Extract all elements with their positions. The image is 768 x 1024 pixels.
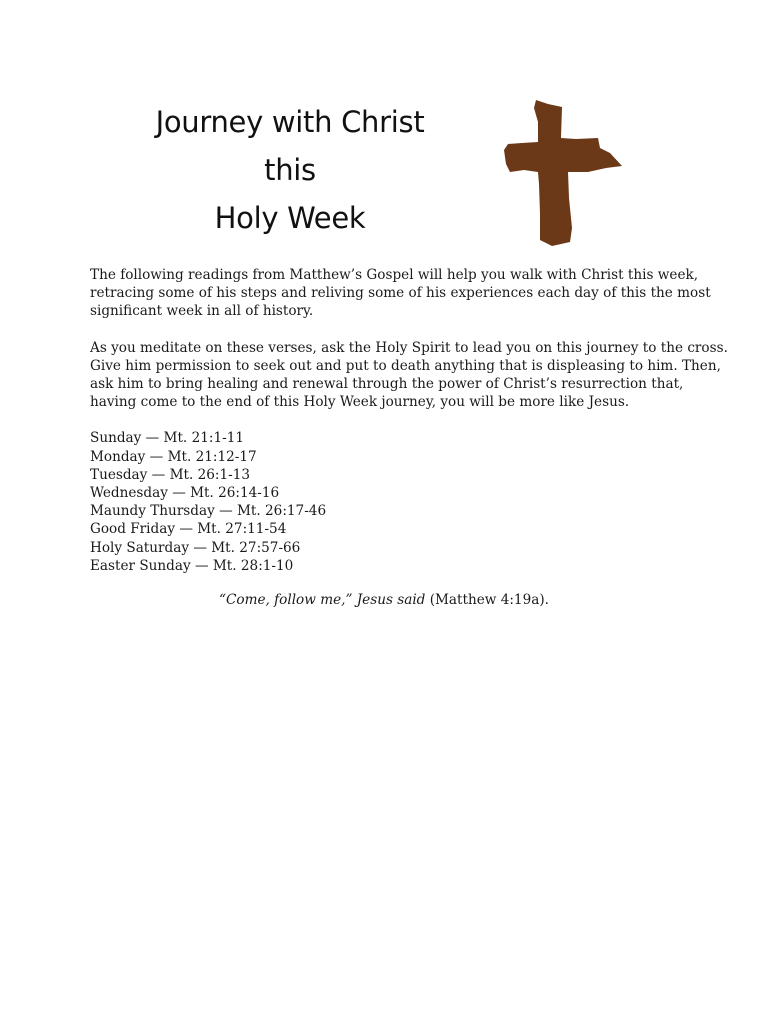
meditation-line: ask him to bring healing and renewal through the power of Christ’s resurrection that, — [90, 376, 684, 393]
reading-item-sunday: Sunday — Mt. 21:1-11 — [90, 430, 244, 447]
body-text — [90, 266, 728, 575]
meditation-line: As you meditate on these verses, ask the Holy Spirit to lead you on this journey to the cross. — [90, 339, 728, 356]
intro-line: significant week in all of history. — [90, 303, 314, 320]
meditation-paragraph — [90, 339, 728, 412]
quote-text: “Come, follow me,” Jesus said — [219, 592, 426, 608]
meditation-line: Give him permission to seek out and put to death anything that is displeasing to him. Then, — [90, 357, 721, 374]
reading-item-tuesday: Tuesday — Mt. 26:1-13 — [90, 466, 251, 483]
quote-reference: (Matthew 4:19a). — [425, 592, 549, 608]
title-line-1: Journey with Christ — [155, 105, 425, 139]
reading-item-holy-saturday: Holy Saturday — Mt. 27:57-66 — [90, 539, 301, 556]
reading-item-wednesday: Wednesday — Mt. 26:14-16 — [90, 485, 280, 502]
page-title — [130, 98, 450, 242]
reading-item-easter-sunday: Easter Sunday — Mt. 28:1-10 — [90, 557, 294, 574]
meditation-line: having come to the end of this Holy Week journey, you will be more like Jesus. — [90, 394, 630, 411]
reading-item-maundy-thursday: Maundy Thursday — Mt. 26:17-46 — [90, 503, 327, 520]
scripture-quote — [0, 592, 768, 608]
title-line-3: Holy Week — [214, 201, 366, 235]
title-line-2: this — [264, 153, 316, 187]
intro-paragraph — [90, 266, 711, 321]
reading-item-monday: Monday — Mt. 21:12-17 — [90, 448, 257, 465]
cross-icon — [502, 98, 626, 246]
reading-item-good-friday: Good Friday — Mt. 27:11-54 — [90, 521, 287, 538]
intro-line: The following readings from Matthew’s Gospel will help you walk with Christ this week, — [90, 267, 699, 283]
intro-line: retracing some of his steps and reliving some of his experiences each day of this the most — [90, 285, 711, 302]
readings-list — [90, 429, 690, 575]
